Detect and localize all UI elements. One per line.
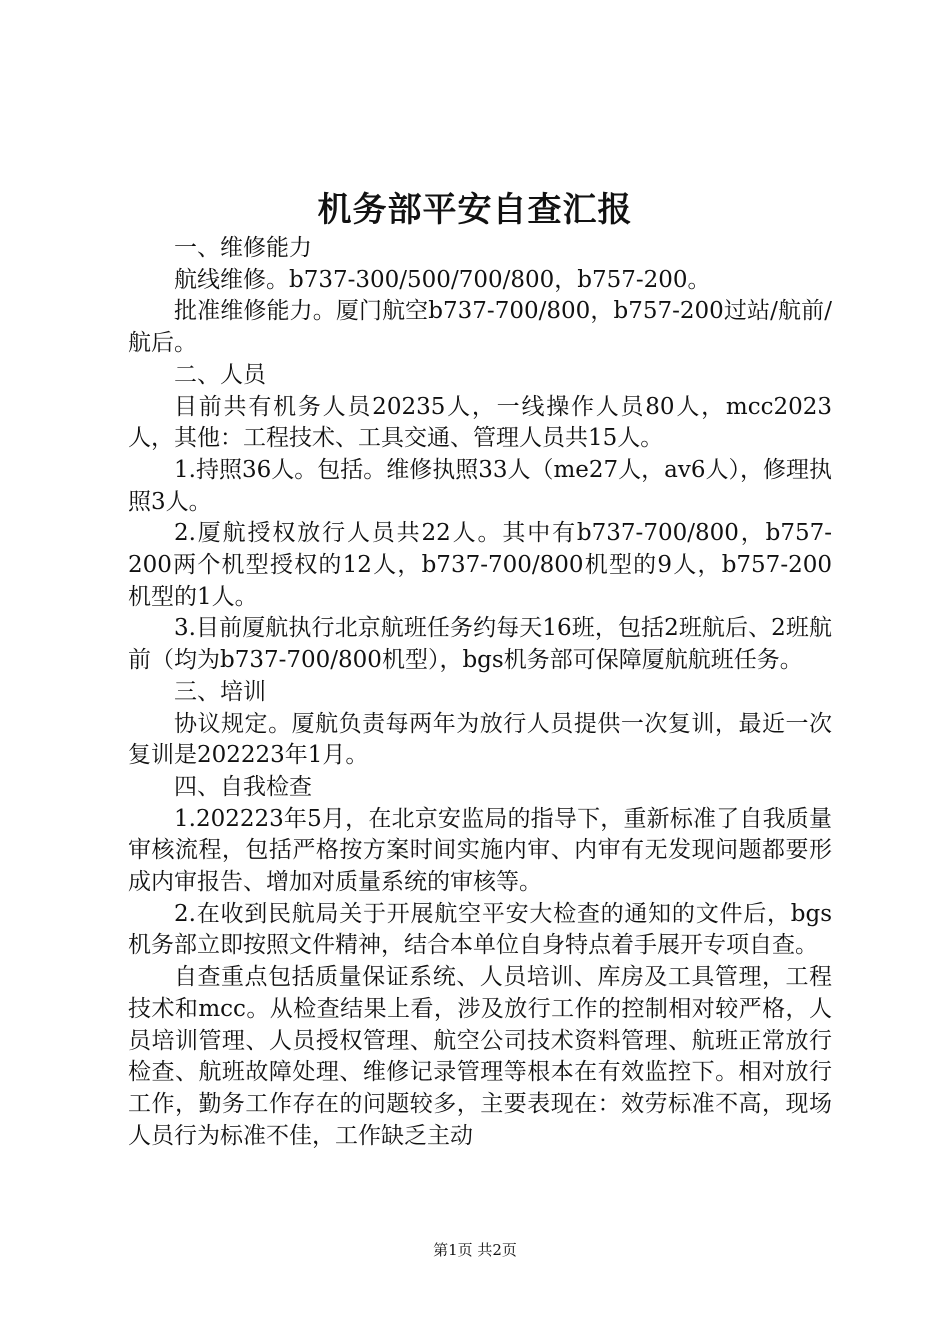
page-title: 机务部平安自查汇报 [317,190,633,230]
paragraph: 批准维修能力。厦门航空b737-700/800，b757-200过站/航前/航后。 [128,298,832,357]
paragraph: 2.在收到民航局关于开展航空平安大检查的通知的文件后，bgs机务部立即按照文件精神，结合本单位自身特点着手展开专项自查。 [128,900,832,959]
paragraph: 1.202223年5月，在北京安监局的指导下，重新标准了自我质量审核流程，包括严格按方案时间实施内审、内审有无发现问题都要形成内审报告、增加对质量系统的审核等。 [128,805,832,896]
section-heading-maintenance-capability: 一、维修能力 [174,235,312,261]
page-footer: 第1页 共2页 [433,1241,517,1259]
section-heading-training: 三、培训 [174,678,266,705]
section-heading-personnel: 二、人员 [174,361,266,388]
paragraph: 航线维修。b737-300/500/700/800，b757-200。 [174,266,711,293]
paragraph: 2.厦航授权放行人员共22人。其中有b737-700/800，b757-200两个机型授权的12人，b737-700/800机型的9人，b757-200机型的1人。 [128,520,832,610]
section-heading-self-inspection: 四、自我检查 [174,773,312,800]
paragraph: 协议规定。厦航负责每两年为放行人员提供一次复训，最近一次复训是202223年1月。 [128,710,832,769]
document-body [128,233,832,1152]
paragraph: 1.持照36人。包括。维修执照33人（me27人，av6人），修理执照3人。 [128,456,833,515]
paragraph: 3.目前厦航执行北京航班任务约每天16班，包括2班航后、2班航前（均为b737-700/800机型），bgs机务部可保障厦航航班任务。 [128,615,832,674]
paragraph: 自查重点包括质量保证系统、人员培训、库房及工具管理，工程技术和mcc。从检查结果上看，涉及放行工作的控制相对较严格，人员培训管理、人员授权管理、航空公司技术资料管理、航班正常放行检查、航班故障处理、维修记录管理等根本在有效监控下。相对放行工作，勤务工作存在的问题较多，主要表现在：效劳标准不高，现场人员行为标准不佳，工作缺乏主动 [128,964,832,1149]
paragraph: 目前共有机务人员20235人，一线操作人员80人，mcc2023人，其他：工程技术、工具交通、管理人员共15人。 [128,393,832,452]
